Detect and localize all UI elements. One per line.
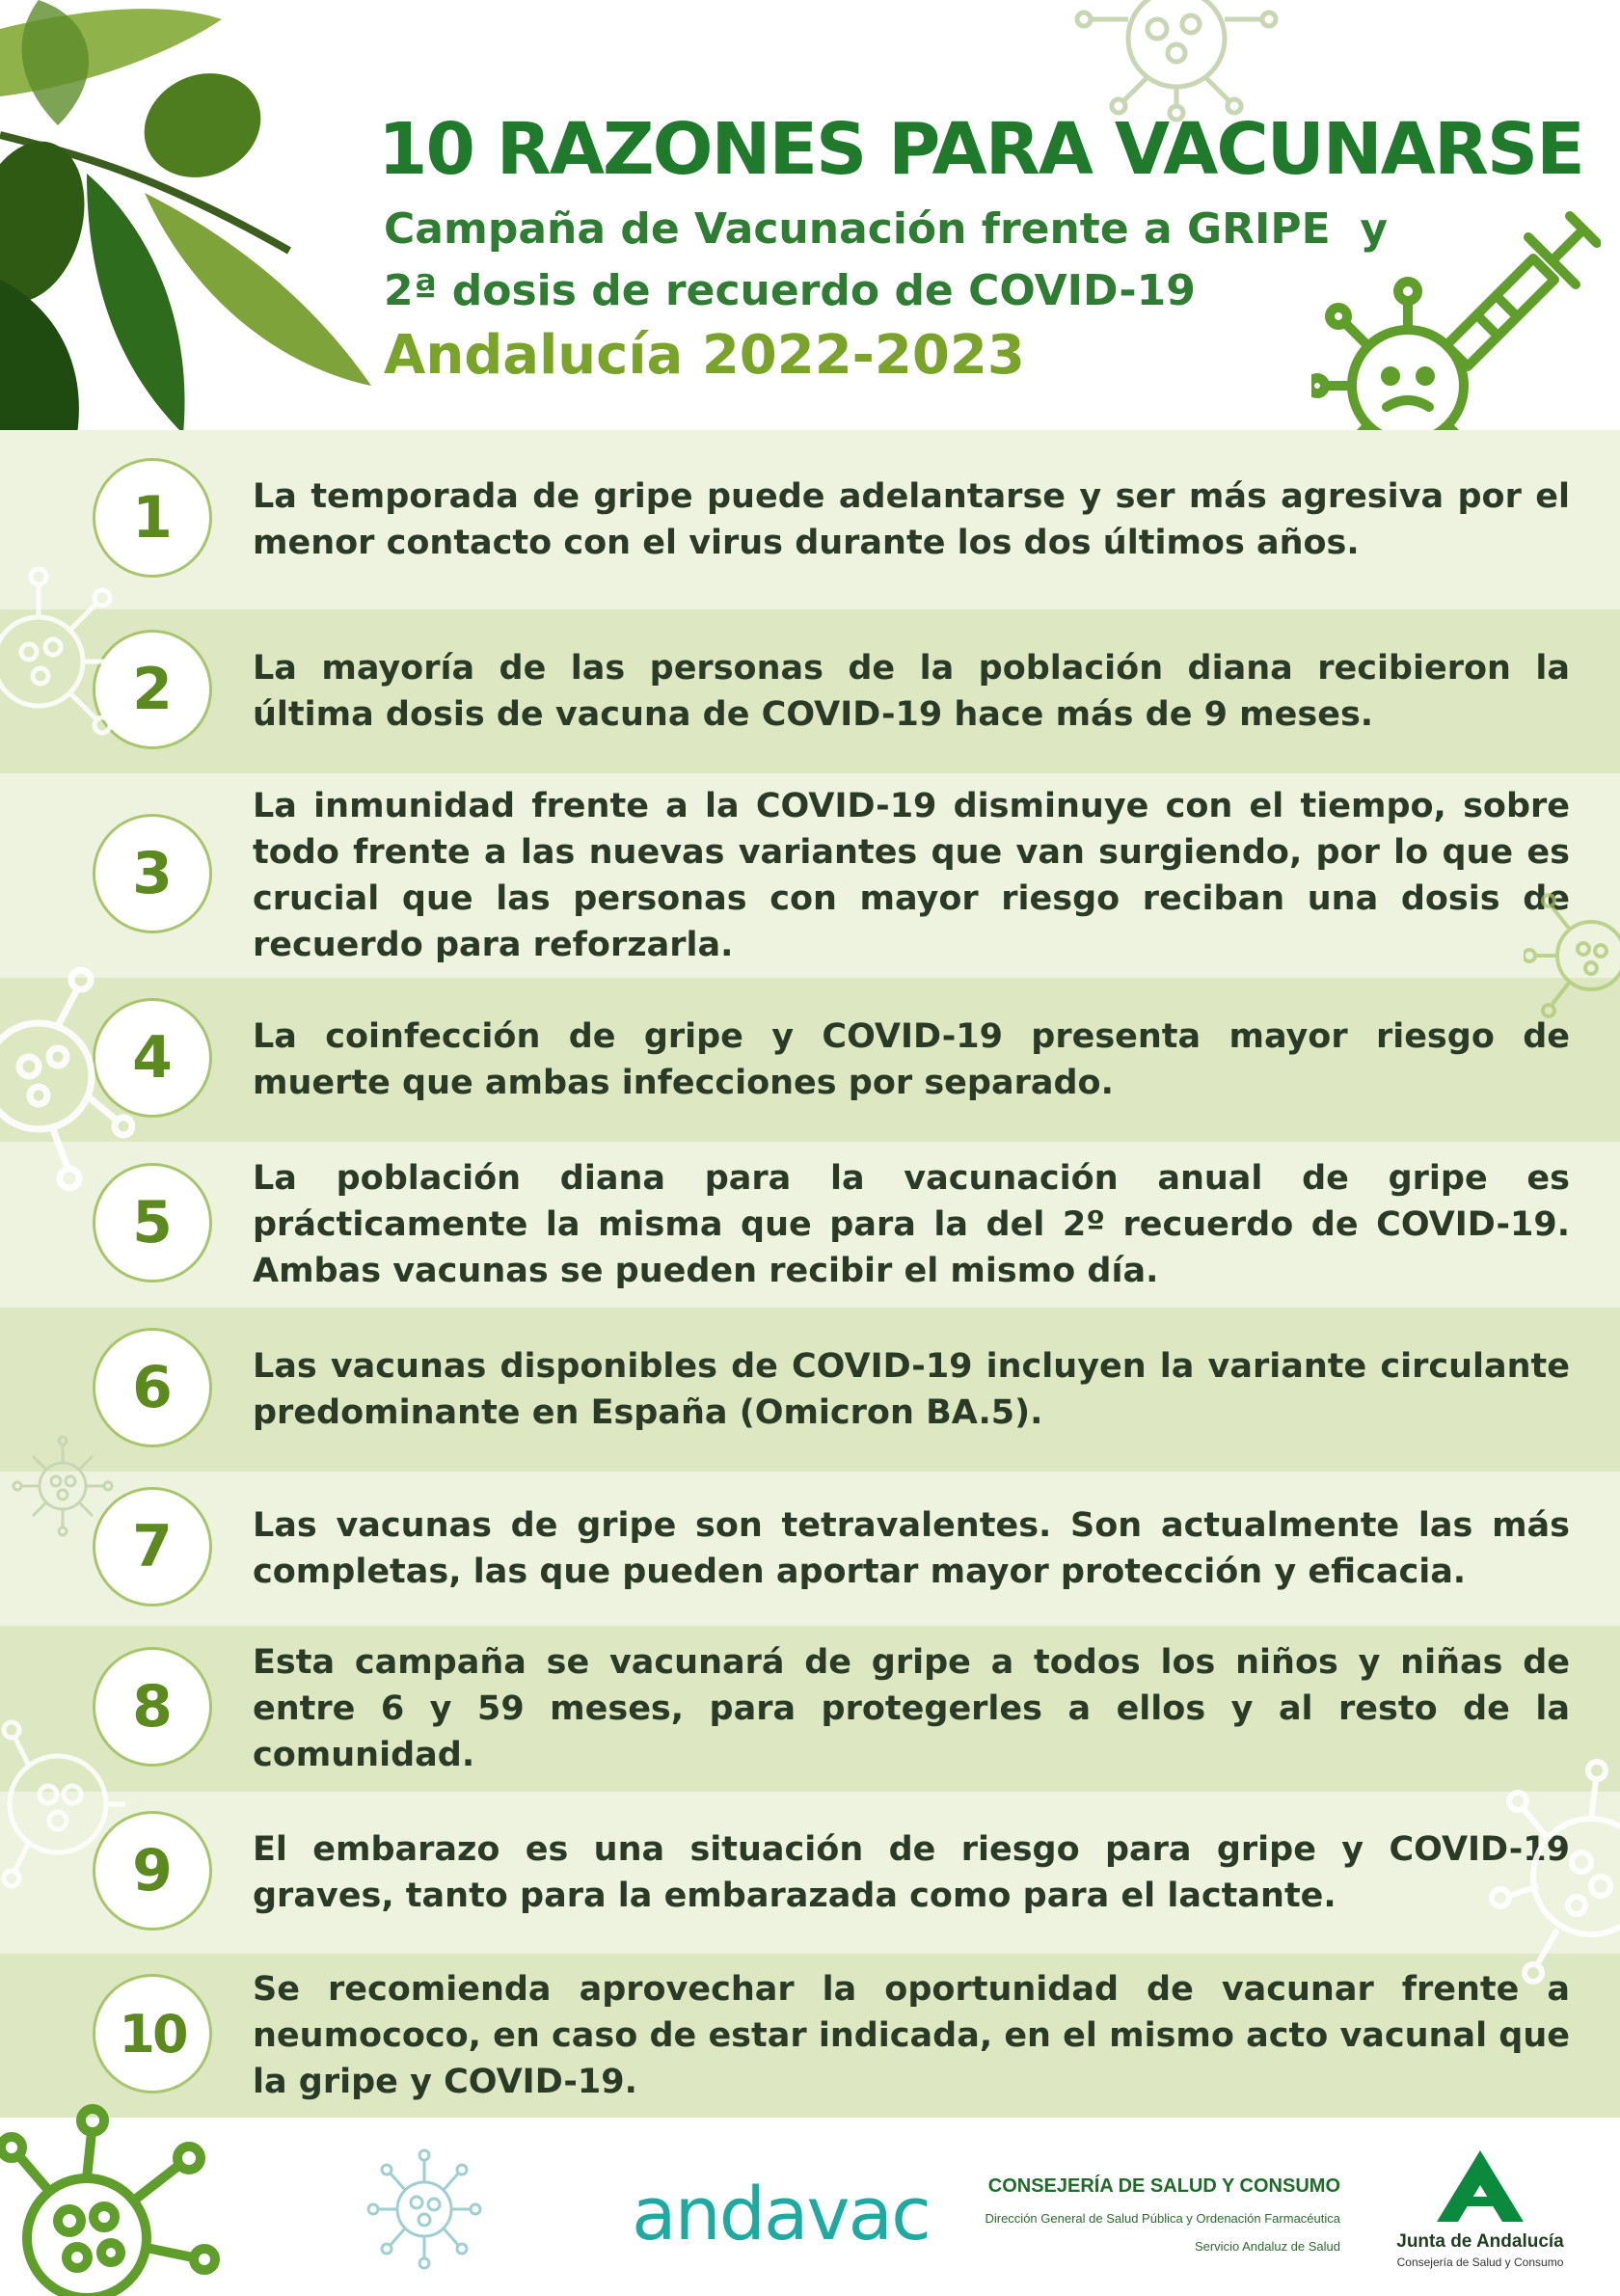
- footer: [0, 2118, 1620, 2291]
- list-item: [0, 978, 1620, 1142]
- virus-icon: [0, 1693, 135, 1915]
- virus-icon: [0, 2093, 231, 2296]
- list-item: [0, 1308, 1620, 1472]
- item-number: 3: [93, 814, 212, 933]
- item-text: Las vacunas de gripe son tetravalentes. Son actualmente las más completas, las que pueden aportar mayor protección y eficacia.: [253, 1506, 1570, 1591]
- list-item: [0, 1142, 1620, 1308]
- item-number: 7: [93, 1487, 212, 1607]
- item-number: 8: [93, 1647, 212, 1767]
- item-text: Se recomienda aprovechar la oportunidad de vacunar frente a neumococo, en caso de estar indicada, en el mismo acto vacunal que la gripe y COVID-19.: [253, 1970, 1570, 2101]
- junta-subtitle: Consejería de Salud y Consumo: [1396, 2255, 1564, 2269]
- item-text: La temporada de gripe puede adelantarse y ser más agresiva por el menor contacto con el virus durante los dos últimos años.: [253, 477, 1570, 562]
- item-number: 1: [93, 458, 212, 578]
- olive-branch-icon: [0, 0, 376, 434]
- item-number: 9: [93, 1811, 212, 1931]
- virus-icon: [10, 1433, 116, 1539]
- item-text: La mayoría de las personas de la población diana recibieron la última dosis de vacuna de COVID-19 hace más de 9 meses.: [253, 649, 1570, 734]
- junta-emblem-icon: [1427, 2147, 1533, 2224]
- consejeria-line-2: Dirección General de Salud Pública y Ordenación Farmacéutica: [985, 2211, 1340, 2226]
- item-text: Esta campaña se vacunará de gripe a todos los niños y niñas de entre 6 y 59 meses, para protegerles a ellos y al resto de la comunidad.: [253, 1643, 1570, 1774]
- subtitle-line-1: Campaña de Vacunación frente a GRIPE y: [384, 204, 1389, 254]
- item-text: Las vacunas disponibles de COVID-19 incluyen la variante circulante predominante en España (Omicron BA.5).: [253, 1347, 1570, 1432]
- virus-icon: [0, 951, 135, 1202]
- item-number: 4: [93, 998, 212, 1118]
- page-subtitle: [384, 199, 1388, 322]
- consejeria-title: CONSEJERÍA DE SALUD Y CONSUMO: [987, 2175, 1340, 2197]
- header: [0, 0, 1620, 434]
- virus-icon: [0, 555, 135, 768]
- virus-icon: [1070, 0, 1282, 125]
- consejeria-block: [945, 2175, 1340, 2254]
- junta-name: Junta de Andalucía: [1396, 2231, 1564, 2252]
- virus-icon: [1524, 883, 1620, 1028]
- page-title: 10 RAZONES PARA VACUNARSE: [378, 108, 1583, 191]
- list-item: [0, 1954, 1620, 2118]
- list-item: [0, 1792, 1620, 1954]
- list-item: [0, 1626, 1620, 1792]
- virus-icon: [366, 2147, 482, 2272]
- subtitle-line-2: 2ª dosis de recuerdo de COVID-19: [384, 266, 1196, 315]
- item-number: 6: [93, 1328, 212, 1447]
- item-number: 10: [93, 1974, 212, 2093]
- list-item: [0, 773, 1620, 978]
- item-text: La inmunidad frente a la COVID-19 disminuye con el tiempo, sobre todo frente a las nuevas variantes que van surgiendo, por lo que es crucial que las personas con mayor riesgo reciban una dosis de recuerdo para reforzarla.: [253, 787, 1570, 964]
- junta-logo: [1379, 2147, 1581, 2269]
- reasons-list: [0, 430, 1620, 2118]
- list-item: [0, 1472, 1620, 1626]
- item-number: 2: [93, 630, 212, 749]
- virus-icon: [1485, 1751, 1620, 2002]
- item-text: La población diana para la vacunación anual de gripe es prácticamente la misma que para la del 2º recuerdo de COVID-19. Ambas vacunas se pueden recibir el mismo día.: [253, 1159, 1570, 1290]
- consejeria-line-3: Servicio Andaluz de Salud: [1194, 2239, 1340, 2254]
- campaign-year: Andalucía 2022-2023: [384, 324, 1025, 387]
- list-item: [0, 430, 1620, 609]
- item-text: La coinfección de gripe y COVID-19 presenta mayor riesgo de muerte que ambas infecciones por separado.: [253, 1017, 1570, 1102]
- item-text: El embarazo es una situación de riesgo para gripe y COVID-19 graves, tanto para la embarazada como para el lactante.: [253, 1830, 1570, 1915]
- list-item: [0, 609, 1620, 773]
- item-number: 5: [93, 1163, 212, 1283]
- andavac-logo: andavac: [632, 2171, 930, 2256]
